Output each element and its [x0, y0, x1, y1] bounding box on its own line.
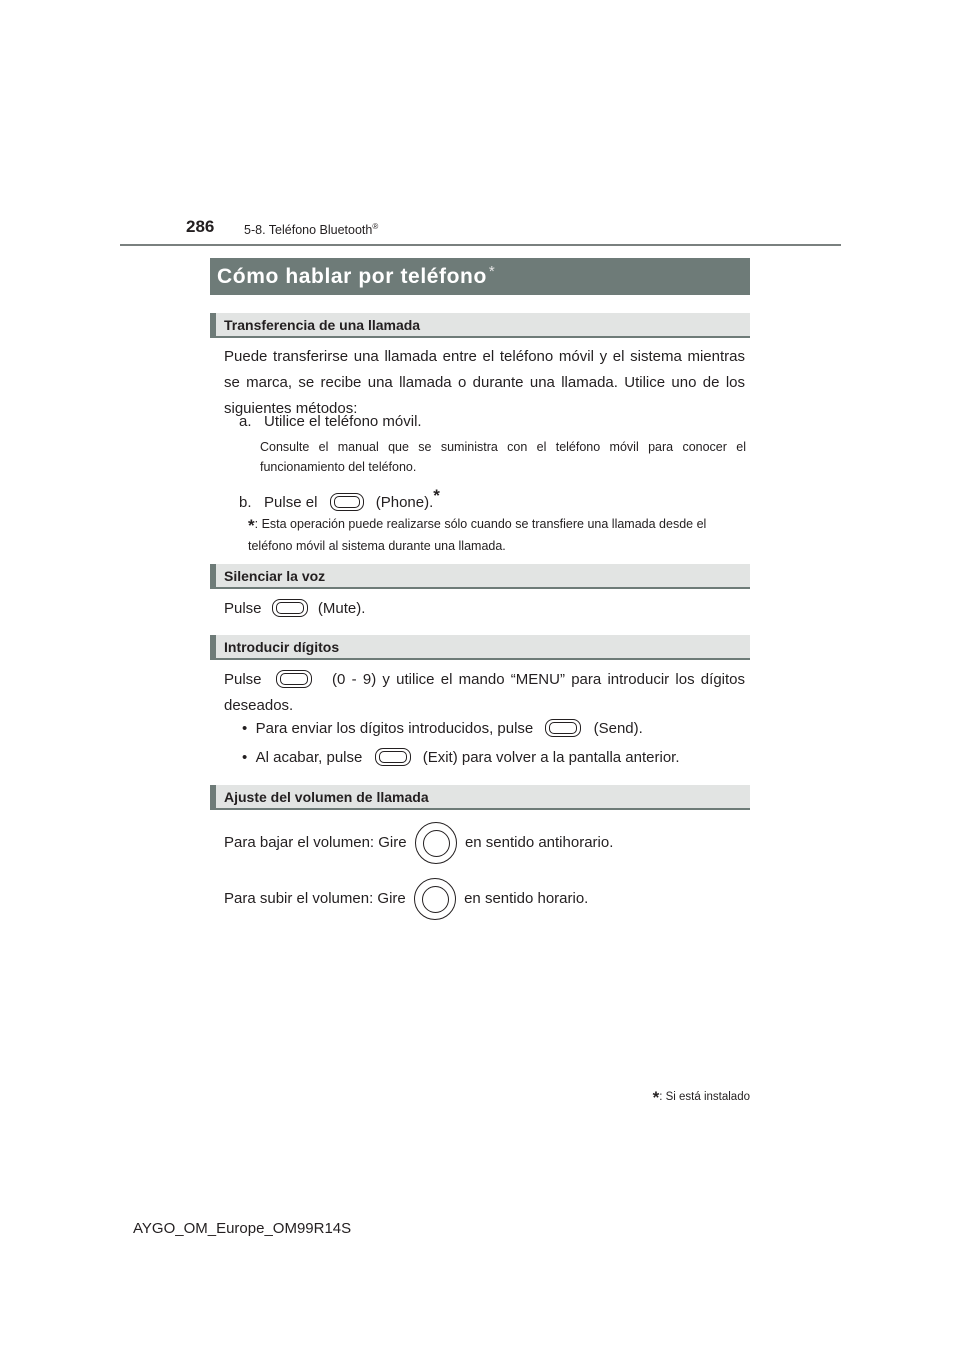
footnote-text: : Si está instalado — [659, 1091, 750, 1103]
page-number: 286 — [186, 217, 215, 236]
volume-up — [224, 878, 588, 920]
bullet-exit-post: (Exit) para volver a la pantalla anterior. — [422, 749, 680, 766]
mute-post: (Mute). — [317, 600, 366, 617]
bullet-send — [242, 716, 643, 742]
mute-instruction — [224, 596, 365, 622]
document-code: AYGO_OM_Europe_OM99R14S — [133, 1220, 352, 1237]
method-a-label: a. — [239, 413, 252, 430]
registered-mark: ® — [372, 222, 379, 231]
subheading-accent — [210, 635, 216, 658]
method-b-label: b. — [239, 494, 252, 511]
subheading-text: Ajuste del volumen de llamada — [224, 788, 429, 805]
mute-button-icon — [272, 599, 308, 617]
volume-down-post: en sentido antihorario. — [464, 833, 614, 851]
subheading-accent — [210, 564, 216, 587]
subheading-transfer — [210, 313, 750, 338]
bullet-exit-pre: Al acabar, pulse — [255, 749, 363, 766]
page-title-bar — [210, 258, 750, 295]
method-a-text: Utilice el teléfono móvil. — [264, 413, 422, 430]
volume-down-pre: Para bajar el volumen: Gire — [224, 833, 407, 851]
subheading-digits — [210, 635, 750, 660]
volume-up-pre: Para subir el volumen: Gire — [224, 889, 406, 907]
page-title: Cómo hablar por teléfono — [217, 264, 487, 288]
subheading-text: Introducir dígitos — [224, 638, 340, 655]
digits-pre: Pulse — [224, 671, 262, 688]
phone-button-icon — [330, 493, 364, 511]
section-title: 5-8. Teléfono Bluetooth — [244, 223, 373, 238]
method-a-note: Consulte el manual que se suministra con el teléfono móvil para conocer el funcionamiento del teléfono. — [260, 440, 746, 474]
digits-post: (0 - 9) y utilice el mando “MENU” para introducir los dígitos deseados. — [224, 671, 746, 714]
method-b-star: * — [433, 486, 440, 505]
bullet-exit — [242, 745, 680, 771]
header-rule — [120, 244, 841, 246]
subheading-text: Transferencia de una llamada — [224, 316, 421, 333]
bullet-mark: • — [242, 749, 248, 766]
installed-footnote — [653, 1088, 750, 1108]
send-button-icon — [545, 719, 581, 737]
exit-button-icon — [375, 748, 411, 766]
footnote-star: * — [652, 1088, 660, 1107]
volume-down — [224, 822, 613, 864]
bullet-send-post: (Send). — [593, 720, 643, 737]
tune-knob-icon — [414, 878, 456, 920]
method-b-post: (Phone). — [375, 494, 434, 511]
subheading-text: Silenciar la voz — [224, 567, 326, 584]
section-path — [244, 222, 378, 237]
bullet-send-pre: Para enviar los dígitos introducidos, pulse — [255, 720, 534, 737]
method-b — [239, 483, 440, 516]
transfer-note — [248, 514, 746, 556]
method-a — [239, 409, 422, 435]
title-asterisk: * — [488, 263, 496, 280]
subheading-accent — [210, 313, 216, 336]
transfer-intro: Puede transferirse una llamada entre el teléfono móvil y el sistema mientras se marca, se recibe una llamada o durante una llamada. Utilice uno de los siguientes métodos: — [224, 348, 745, 417]
volume-up-post: en sentido horario. — [464, 889, 589, 907]
subheading-volume — [210, 785, 750, 810]
method-b-pre: Pulse el — [264, 494, 318, 511]
bullet-mark: • — [242, 720, 248, 737]
subheading-accent — [210, 785, 216, 808]
digits-instruction — [224, 667, 745, 719]
transfer-note-text: : Esta operación puede realizarse sólo cuando se transfiere una llamada desde el teléfono móvil al sistema durante una llamada. — [248, 517, 707, 553]
subheading-mute — [210, 564, 750, 589]
tune-knob-icon — [415, 822, 457, 864]
digits-button-icon — [276, 670, 312, 688]
transfer-note-star: * — [248, 516, 255, 535]
mute-pre: Pulse — [224, 600, 262, 617]
